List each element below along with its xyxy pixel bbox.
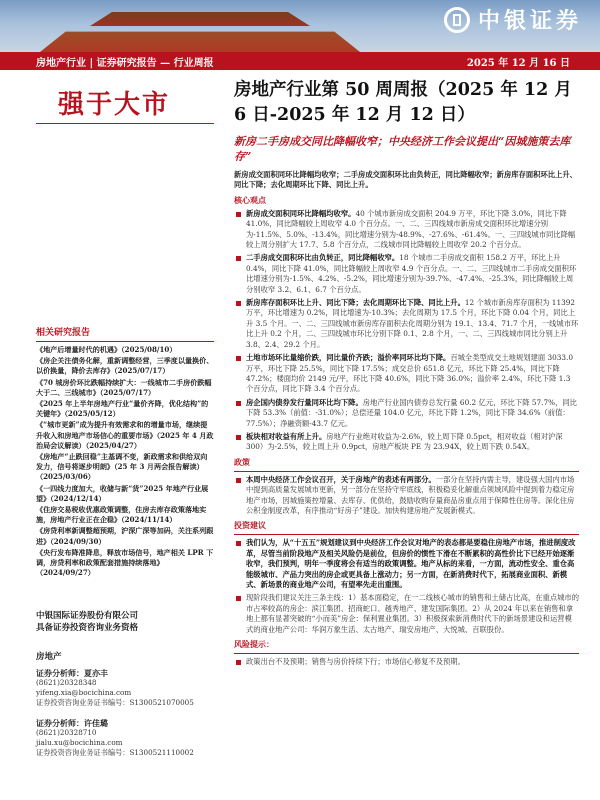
bullet-point [234,432,579,453]
bullet-heading: 新房库存面积环比上升、同比下降；去化周期环比下降、同比上升。 [246,298,465,308]
bullet-point [234,253,579,295]
bullet-body: 40 个城市新房成交面积 204.9 万平，环比下降 3.0%，同比下降 41.0%，同比降幅较上周收窄 4.0 个百分点。一、二、三四线城市新房成交面积环比增速分别为-11.5%、5.0%、-13.4%，同比增速分别为-48.9%、-27.6%、-61.4%。一、三四线城市同比降幅较上周分别扩大 17.7、5.8 个百分点，二线城市同比降幅较上周收窄 20.2 个百分点。 [246,208,576,250]
core-points [234,209,579,453]
boc-logo [444,4,582,35]
logo-text: 中银证券 [477,9,582,34]
bullet-body: 百城全类型成交土地规划建面 3033.0 万平，环比下降 25.5%，同比下降 17.5%；成交总价 651.8 亿元，环比下降 25.4%，同比下降 47.2%；楼面均价 2149 元/平，环比下降 40.6%，同比下降 36.0%；溢价率 2.4%，环比下降 1.3 个百分点，同比下降 3.4 个百分点。 [246,353,574,394]
report-date: 2025 年 12 月 16 日 [466,58,570,69]
bullet-body: 一部分在坚持内需主导，建设强大国内市场中提到高质量发展城市更新，另一部分在坚持守牢底线，积极稳妥化解重点领域风险中提到着力稳定房地产市场，因城施策控增量、去库存、优供给，鼓励收购存量商品房重点用于保障性住房等。深化住房公积金制度改革，有序推动“好房子”建设。加快构建房地产发展新模式。 [246,474,575,515]
related-report-item[interactable]: 《房贷利率新调整超预期，沪深广深等加码，关注系列跟进》（2024/09/30） [36,526,214,546]
bullet-point [234,475,579,517]
bullet-heading: 新房成交面积同环比降幅均收窄。 [246,208,356,218]
sector-label: 房地产 [36,652,62,662]
related-report-item[interactable]: 《住房交易税收优惠政策调整，住房去库存政策落地实施，房地产行业正在企稳》（2024/11/14） [36,505,207,525]
divider [234,471,579,472]
bullet-heading: 我们认为，从“十五五”规划建议到中央经济工作会议对地产的表态都是要稳住房地产市场，推进制度改革，尽管当前阶段地产及相关风险仍是前位，但房价的惯性下滑在不断累积的高性价比下已经开始逐渐收窄，我们预判，明年一季度将会有适当的政策调整。地产从标的来看，一方面，流动性安全、重仓高能级城市、产品力突出的房企或更具备上涨动力；另一方面，在新消费时代下，拓展商业面积、新模式、新场景的商业地产公司，有望率先走出重围。 [246,538,576,589]
report-title: 房地产行业第 50 周周报（2025 年 12 月 6 日-2025 年 12 月 12 日） [234,80,572,125]
rating-label: 强于大市 [58,90,171,120]
related-reports-list [36,345,214,578]
related-report-item[interactable]: 《2025 年上半年房地产行业“量价齐降，优化结构”的关键年》（2025/05/12） [36,399,209,419]
policy-points [234,475,579,517]
section-advice-title: 投资建议 [234,520,266,531]
analyst-phone: (8621)20328348 [36,678,97,687]
related-report-item[interactable]: 《一四线力度加大，收储与新“货”2025 年地产行业展望》（2024/12/14） [36,483,209,503]
analyst-title: 证券分析师：许佳璐 [36,718,108,728]
analyst-cert: 证券投资咨询业务证书编号：S1300521110002 [36,748,194,757]
bullet-point [234,298,579,350]
bullet-heading: 板块相对收益有所上升。 [246,431,327,441]
section-policy-title: 政策 [234,456,250,467]
analyst-email[interactable]: jialu.xu@bocichina.com [36,738,123,747]
bullet-point [234,538,579,590]
related-report-item[interactable]: 《地产后增量时代的机遇》（2025/08/10） [36,345,177,354]
related-report-item[interactable]: 《房企关注债务化解，重新调整经营，三季度以量换价、以价换量，降价去库存》（2025/07/17） [36,356,214,376]
divider [36,341,214,342]
boc-logo-icon [444,7,470,33]
bullet-point [234,209,579,251]
main-content [234,78,579,667]
bullet-body: 房地产行业国内债券总发行量 60.2 亿元，环比下降 57.7%，同比下降 53.3%（前值：-31.0%）；总偿还量 104.0 亿元，环比下降 1.2%，同比下降 34.6%（前值：77.5%）；净融资额-43.7 亿元。 [246,397,577,428]
related-report-item[interactable]: 《房地产“止跌回稳”主基调不变，新政需求和供给双向发力，信号将逐步明朗》（25 年 3 月两会报告解读）（2025/03/06） [36,452,208,482]
category-label: 房地产行业 | 证券研究报告 — 行业周报 [36,58,214,69]
bullet-heading: 二手房成交面积环比由负转正，同比降幅收窄。 [246,253,400,263]
header-banner [0,0,600,52]
company-name: 中银国际证券股份有限公司 具备证券投资咨询业务资格 [36,611,139,633]
analyst-cert: 证券投资咨询业务证书编号：S1300521070005 [36,698,194,707]
analyst-phone: (8621)20328710 [36,728,97,737]
related-report-item[interactable]: 《“城市更新”成为提升有效需求和的增量市场，继续提升收入和房地产市场信心的重要市场》（2025 年 4 月政治局会议解读）（2025/04/27） [36,420,214,450]
related-report-item[interactable]: 《央行发布降准降息，释放市场信号，地产相关 LPR 下调，房贷利率和政策配套措施持续落地》（2024/09/27） [36,547,214,578]
bullet-point [234,398,579,429]
related-reports [36,325,214,579]
divider [234,653,579,654]
related-reports-title: 相关研究报告 [36,328,91,338]
bullet-body: 12 个城市新房库存面积为 11392 万平，环比增速为 0.2%，同比增速为-10.3%；去化周期为 17.5 个月，环比下降 0.04 个月，同比上升 3.5 个月。一、二、三四线城市新房库存面积去化周期分别为 19.1、13.4、71.7 个月，一线城市环比上升 0.2 个月，二、三四线城市环比分别下降 0.1、2.8 个月，一、二、三四线城市同比分别上升 3.8、2.4、29.2 个月。 [246,298,579,349]
risk-text: 政策出台不及预期；销售与房价持续下行；市场信心修复不及预期。 [234,657,579,667]
section-core-title: 核心观点 [234,194,266,205]
analyst-title: 证券分析师：夏亦丰 [36,668,108,678]
bullet-point [234,593,579,635]
analyst-block [36,718,214,758]
bullet-body: 现阶段我们建议关注三条主线：1）基本面稳定，在一二线核心城市的销售和土储占比高，在重点城市的市占率较高的房企：滨江集团、招商蛇口、越秀地产、建发国际集团。2）从 2024 年以来在销售和拿地上都有显著突破的“小而美”房企：保利置业集团。3）积极探索新消费时代下的新场景建设和运营模式的商业地产公司：华润万象生活、太古地产、瑞安房地产、大悦城、百联股份。 [246,593,579,634]
category-bar [0,52,600,70]
divider [234,534,579,535]
bullet-body: 18 个城市二手房成交面积 158.2 万平，环比上升 0.4%，同比下降 41.0%，同比降幅较上周收窄 4.9 个百分点。一、二、三四线城市二手房成交面积环比增速分别为-1.5%、4.2%、-5.2%，同比增速分别为-39.7%、-47.4%、-25.3%，同比降幅较上周分别收窄 3.2、6.1、6.7 个百分点。 [246,253,577,294]
report-summary: 新房成交面积同环比降幅均收窄；二手房成交面积环比由负转正，同比降幅收窄；新房库存面积环比上升、同比下降；去化周期环比下降、同比上升。 [234,170,577,190]
bullet-heading: 本周中央经济工作会议召开，关于房地产的表述有两部分。 [246,474,436,484]
bullet-heading: 房企国内债券发行量同环比均下降。 [246,397,363,407]
analyst-block [36,668,214,708]
bullet-body: 房地产行业绝对收益为-2.6%，较上周下降 0.5pct，相对收益（相对沪深 300）为-2.5%，较上周上升 0.9pct，房地产板块 PE 为 23.94X，较上周下跌 0.54X。 [246,431,563,452]
advice-points [234,538,579,635]
section-risk-title: 风险提示： [234,639,274,650]
report-subtitle: 新房二手房成交同比降幅收窄；中央经济工作会议提出“因城施策去库存” [234,135,571,163]
bullet-point [234,353,579,395]
palace-roof-decoration [90,6,310,26]
related-report-item[interactable]: 《70 城房价环比跌幅持续扩大：一线城市二手房价跌幅大于二、三线城市》（2025/07/17） [36,377,212,397]
divider [36,123,214,124]
bullet-heading: 土地市场环比量缩价跌，同比量价齐跌；溢价率同环比均下降。 [246,353,451,363]
analyst-email[interactable]: yifeng.xia@bocichina.com [36,688,132,697]
